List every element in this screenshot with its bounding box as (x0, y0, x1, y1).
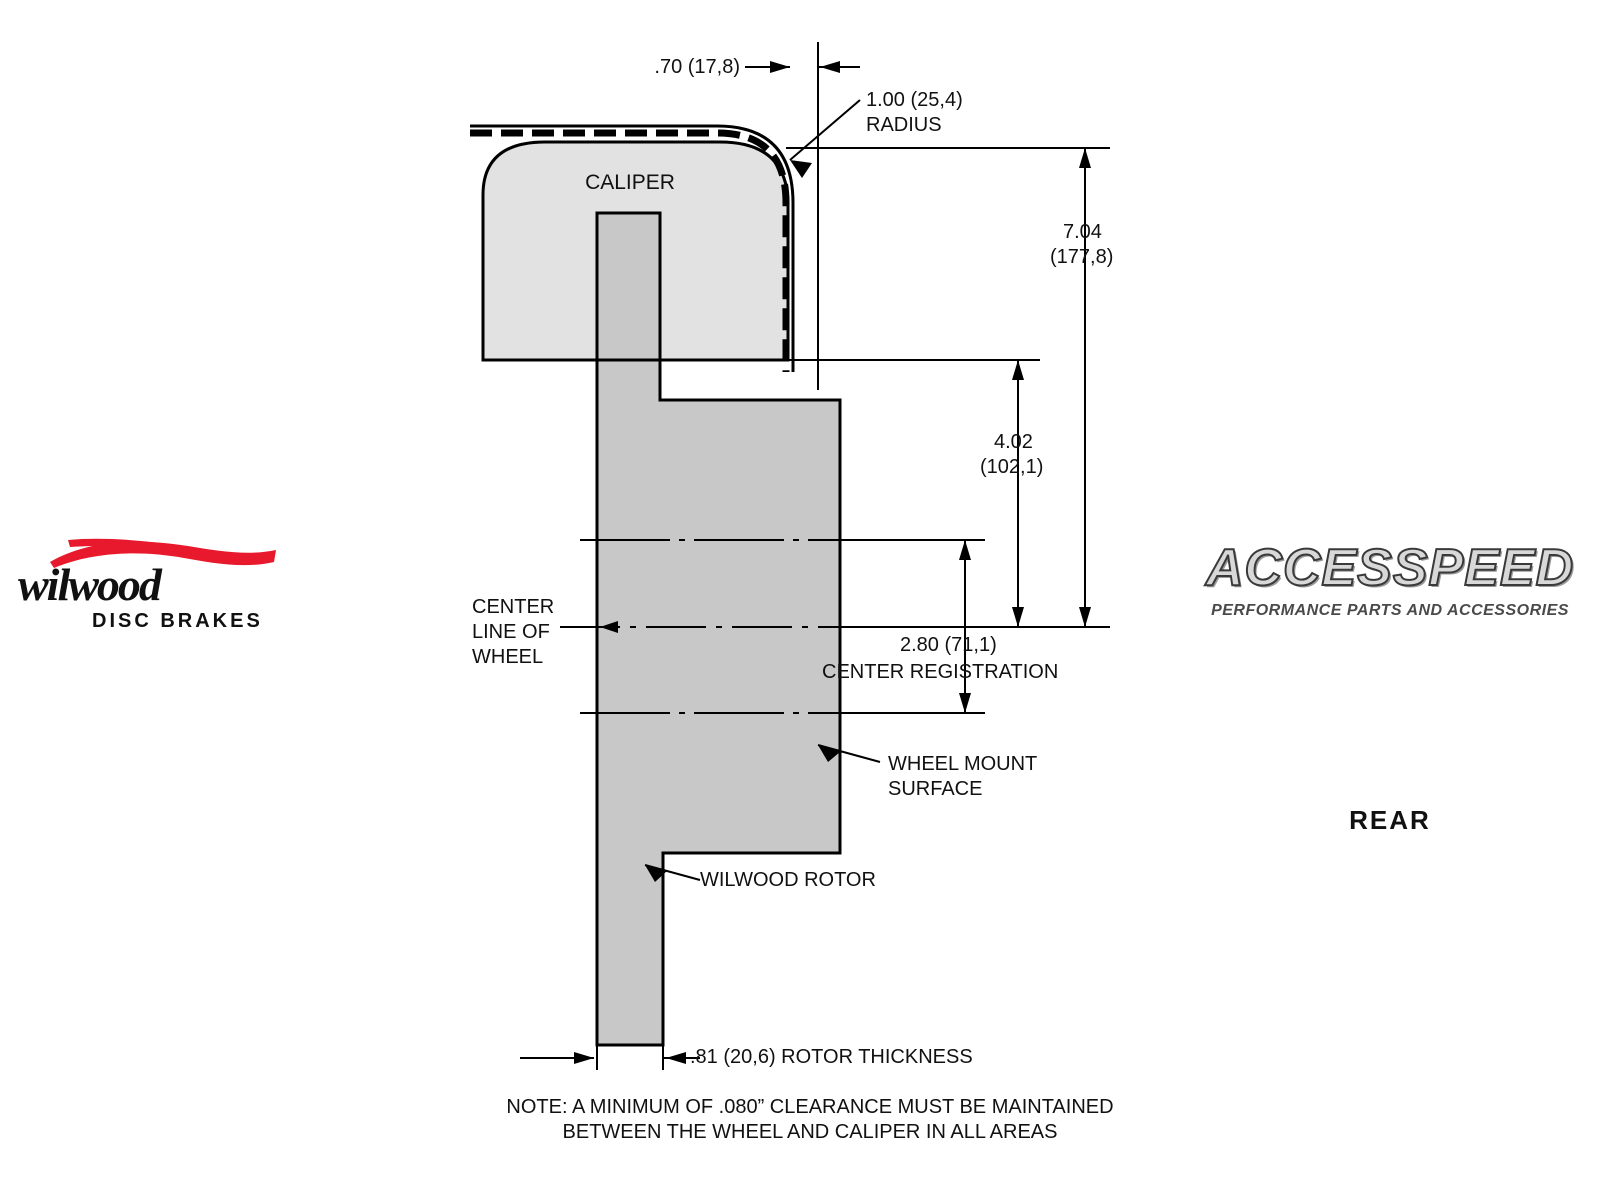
accesspeed-logo (1195, 530, 1585, 640)
wheel-mount-surface-line1: WHEEL MOUNT (888, 753, 1038, 775)
dim-offset-top: .70 (17,8) (654, 56, 740, 78)
center-registration-label: CENTER REGISTRATION (822, 661, 1059, 683)
dim-radius-line2: RADIUS (866, 114, 942, 136)
wilwood-wordmark: wilwood (18, 559, 160, 610)
dim-center-registration: 2.80 (71,1) (900, 634, 997, 656)
clearance-note-line2: BETWEEN THE WHEEL AND CALIPER IN ALL AREAS (562, 1121, 1058, 1143)
dim-overall-height-line2: (177,8) (1050, 246, 1114, 268)
wilwood-logo (10, 530, 330, 650)
accesspeed-tagline: PERFORMANCE PARTS AND ACCESSORIES (1211, 602, 1569, 619)
wilwood-rotor-callout: WILWOOD ROTOR (700, 869, 876, 891)
dim-radius-line1: 1.00 (25,4) (866, 89, 963, 111)
accesspeed-wordmark: ACCESSPEED (1205, 539, 1575, 597)
dim-rotor-thickness: .81 (20,6) ROTOR THICKNESS (690, 1046, 973, 1068)
caliper-label: CALIPER (585, 171, 675, 194)
clearance-note-line1: NOTE: A MINIMUM OF .080” CLEARANCE MUST BE MAINTAINED (506, 1096, 1114, 1118)
dim-overall-height-line1: 7.04 (1063, 221, 1102, 243)
dim-mid-height-line1: 4.02 (994, 431, 1033, 453)
dim-mid-height-line2: (102,1) (980, 456, 1044, 478)
wilwood-subtitle: DISC BRAKES (92, 610, 263, 632)
center-line-of-wheel-line3: WHEEL (472, 646, 544, 668)
view-label-rear: REAR (1349, 805, 1431, 835)
center-line-of-wheel-line1: CENTER (472, 596, 555, 618)
wheel-mount-surface-line2: SURFACE (888, 778, 983, 800)
center-line-of-wheel-line2: LINE OF (472, 621, 550, 643)
